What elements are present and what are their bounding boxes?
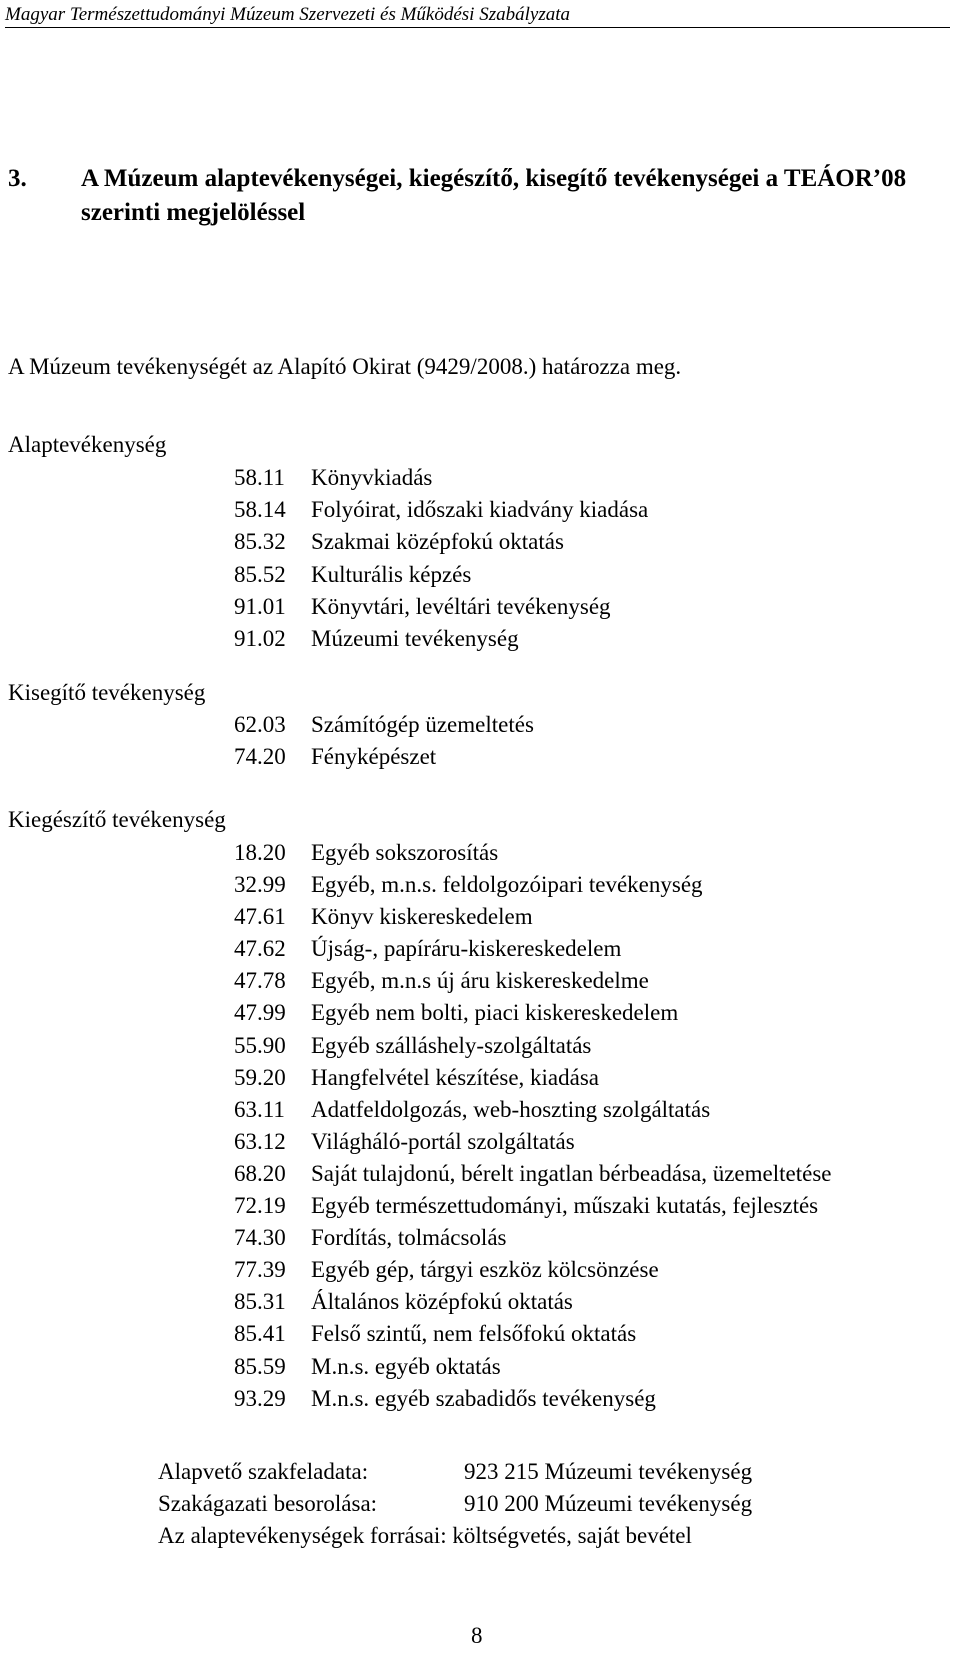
list-item <box>234 901 831 933</box>
summary-row-funding: Az alaptevékenységek forrásai: költségvetés, saját bevétel <box>158 1523 692 1548</box>
list-item <box>234 1190 831 1222</box>
activity-code: 47.99 <box>234 1000 286 1026</box>
activity-text: Fordítás, tolmácsolás <box>311 1225 507 1251</box>
activity-list-alaptevekenyseg <box>234 462 648 655</box>
activity-text: Könyv kiskereskedelem <box>311 904 533 930</box>
list-item <box>234 1126 831 1158</box>
activity-code: 74.30 <box>234 1225 286 1251</box>
list-item <box>234 741 534 773</box>
activity-text: Folyóirat, időszaki kiadvány kiadása <box>311 497 649 523</box>
list-item <box>234 997 831 1029</box>
activity-code: 47.78 <box>234 968 286 994</box>
activity-code: 85.59 <box>234 1353 286 1379</box>
activity-text: Egyéb, m.n.s új áru kiskereskedelme <box>311 968 649 994</box>
list-item <box>234 1286 831 1318</box>
intro-paragraph: A Múzeum tevékenységét az Alapító Okirat (9429/2008.) határozza meg. <box>8 354 682 379</box>
activity-text: Könyvkiadás <box>311 465 433 490</box>
list-item <box>234 1383 831 1415</box>
activity-text: Szakmai középfokú oktatás <box>311 529 564 555</box>
basic-task-label: Alapvető szakfeladata: <box>158 1459 369 1484</box>
activity-code: 58.14 <box>234 497 286 523</box>
activity-code: 77.39 <box>234 1257 286 1283</box>
activity-text: M.n.s. egyéb oktatás <box>311 1353 501 1379</box>
activity-text: Fényképészet <box>311 744 437 770</box>
basic-task-value: 923 215 Múzeumi tevékenység <box>464 1459 753 1484</box>
running-header: Magyar Természettudományi Múzeum Szervezeti és Működési Szabályzata <box>5 4 950 28</box>
activity-code: 85.31 <box>234 1289 286 1315</box>
group-label-kisegito: Kisegítő tevékenység <box>8 680 206 705</box>
activity-code: 32.99 <box>234 872 286 898</box>
list-item <box>234 623 648 655</box>
activity-text: Felső szintű, nem felsőfokú oktatás <box>311 1321 637 1347</box>
activity-list-kiegeszito <box>234 837 831 1415</box>
activity-code: 47.61 <box>234 904 286 930</box>
activity-text: Kulturális képzés <box>311 561 472 587</box>
activity-code: 18.20 <box>234 840 286 865</box>
list-item <box>234 965 831 997</box>
section-number: 3. <box>8 165 27 192</box>
activity-code: 55.90 <box>234 1032 286 1058</box>
summary-row-sector <box>158 1488 752 1520</box>
activity-text: Egyéb természettudományi, műszaki kutatás, fejlesztés <box>311 1193 819 1219</box>
activity-text: Egyéb szálláshely-szolgáltatás <box>311 1032 592 1058</box>
page-number: 8 <box>471 1623 483 1648</box>
list-item <box>234 526 648 558</box>
activity-code: 63.11 <box>234 1096 285 1122</box>
activity-text: M.n.s. egyéb szabadidős tevékenység <box>311 1385 656 1411</box>
list-item <box>234 933 831 965</box>
list-item <box>234 1030 831 1062</box>
activity-text: Számítógép üzemeltetés <box>311 712 534 737</box>
activity-text: Saját tulajdonú, bérelt ingatlan bérbeadása, üzemeltetése <box>311 1160 832 1186</box>
activity-list-kisegito <box>234 709 534 773</box>
activity-text: Múzeumi tevékenység <box>311 626 519 652</box>
list-item <box>234 1094 831 1126</box>
activity-text: Világháló-portál szolgáltatás <box>311 1128 575 1154</box>
activity-text: Hangfelvétel készítése, kiadása <box>311 1064 600 1090</box>
activity-code: 85.52 <box>234 561 286 587</box>
list-item <box>234 869 831 901</box>
list-item <box>234 1254 831 1286</box>
list-item <box>234 462 648 494</box>
list-item <box>234 591 648 623</box>
list-item <box>234 837 831 869</box>
activity-code: 91.01 <box>234 593 286 619</box>
activity-text: Egyéb, m.n.s. feldolgozóipari tevékenység <box>311 872 703 898</box>
activity-code: 91.02 <box>234 626 286 652</box>
group-label-kiegeszito: Kiegészítő tevékenység <box>8 807 226 832</box>
activity-text: Újság-, papíráru-kiskereskedelem <box>311 936 622 962</box>
list-item <box>234 494 648 526</box>
summary-block <box>158 1456 752 1552</box>
activity-code: 47.62 <box>234 936 286 962</box>
sector-label: Szakágazati besorolása: <box>158 1491 378 1516</box>
list-item <box>234 1062 831 1094</box>
activity-code: 63.12 <box>234 1128 286 1154</box>
list-item <box>234 1158 831 1190</box>
activity-text: Könyvtári, levéltári tevékenység <box>311 593 611 619</box>
activity-code: 85.32 <box>234 529 286 555</box>
list-item <box>234 559 648 591</box>
list-item <box>234 709 534 741</box>
activity-code: 74.20 <box>234 744 286 770</box>
activity-code: 58.11 <box>234 465 285 490</box>
list-item <box>234 1318 831 1350</box>
activity-text: Egyéb gép, tárgyi eszköz kölcsönzése <box>311 1257 659 1283</box>
activity-code: 68.20 <box>234 1160 286 1186</box>
activity-code: 85.41 <box>234 1321 286 1347</box>
activity-text: Egyéb sokszorosítás <box>311 840 499 865</box>
activity-code: 93.29 <box>234 1385 286 1411</box>
activity-code: 72.19 <box>234 1193 286 1219</box>
list-item <box>234 1222 831 1254</box>
activity-text: Általános középfokú oktatás <box>311 1289 573 1315</box>
list-item <box>234 1351 831 1383</box>
activity-code: 59.20 <box>234 1064 286 1090</box>
sector-value: 910 200 Múzeumi tevékenység <box>464 1491 753 1516</box>
activity-text: Egyéb nem bolti, piaci kiskereskedelem <box>311 1000 679 1026</box>
summary-row-basic-task <box>158 1456 752 1488</box>
activity-code: 62.03 <box>234 712 286 737</box>
activity-text: Adatfeldolgozás, web-hoszting szolgáltatás <box>311 1096 711 1122</box>
group-label-alaptevekenyseg: Alaptevékenység <box>8 432 167 457</box>
section-title: A Múzeum alaptevékenységei, kiegészítő, kisegítő tevékenységei a TEÁOR’08 szerinti megjelöléssel <box>81 165 907 226</box>
